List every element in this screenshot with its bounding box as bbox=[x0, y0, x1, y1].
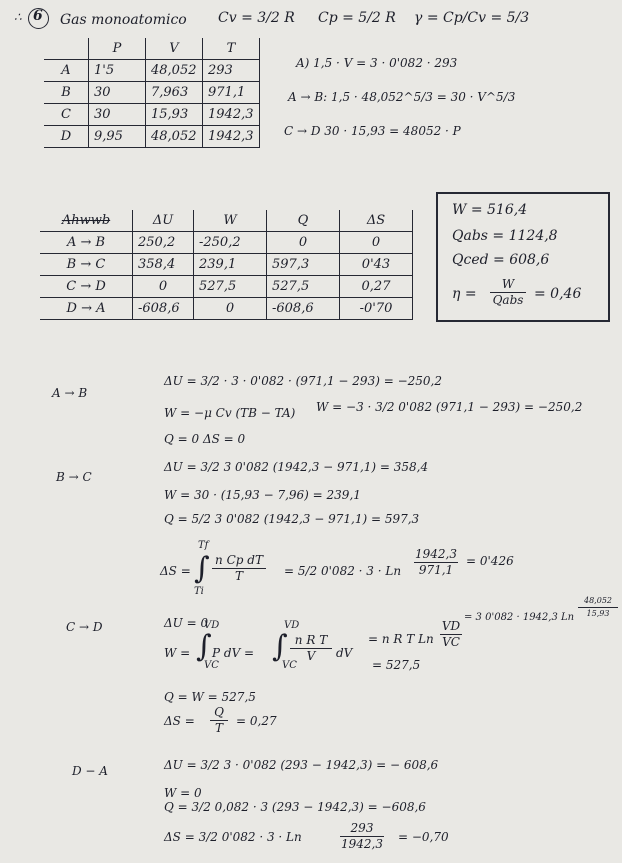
cp-formula: Cp = 5/2 R bbox=[318, 10, 396, 26]
bc-du: ΔU = 3/2 3 0'082 (1942,3 − 971,1) = 358,4 bbox=[164, 460, 429, 474]
summary-eta-result: = 0,46 bbox=[534, 286, 582, 302]
bc-ds-integrand bbox=[212, 554, 266, 583]
cd-ds-den: T bbox=[214, 721, 223, 735]
da-ds-result: = −0,70 bbox=[398, 830, 449, 844]
process-header-crossed: Ahwwb bbox=[40, 210, 133, 232]
state-v: 7,963 bbox=[146, 82, 203, 104]
summary-qabs: Qabs = 1124,8 bbox=[452, 228, 558, 244]
state-header-v: V bbox=[146, 38, 203, 60]
cd-ds-label: ΔS = bbox=[164, 714, 195, 728]
da-w: W = 0 bbox=[164, 786, 202, 800]
process-row-da bbox=[40, 298, 413, 320]
cd-du: ΔU = 0 bbox=[164, 616, 209, 630]
bc-integral-sign: ∫ bbox=[194, 551, 210, 586]
state-label: B bbox=[44, 82, 89, 104]
process-w: -250,2 bbox=[194, 232, 267, 254]
cd-w-num: n R T bbox=[294, 633, 328, 647]
process-ds: -0'70 bbox=[340, 298, 413, 320]
bc-ds-result: = 0'426 bbox=[466, 554, 514, 568]
da-ds-ln-fraction bbox=[340, 822, 384, 851]
state-p: 30 bbox=[89, 82, 146, 104]
bc-ds-label: ΔS = bbox=[160, 564, 191, 578]
side-calc-cd: C → D 30 · 15,93 = 48052 · P bbox=[284, 124, 461, 138]
process-header-q: Q bbox=[267, 210, 340, 232]
process-q: 0 bbox=[267, 232, 340, 254]
state-p: 1'5 bbox=[89, 60, 146, 82]
cd-integral2-sign: ∫ bbox=[272, 629, 288, 664]
process-w: 239,1 bbox=[194, 254, 267, 276]
da-du: ΔU = 3/2 3 · 0'082 (293 − 1942,3) = − 608,6 bbox=[164, 758, 439, 772]
bc-ds-den: T bbox=[234, 569, 243, 583]
cd-w-ln-num: VD bbox=[441, 619, 461, 633]
gamma-formula: γ = Cp/Cv = 5/3 bbox=[414, 10, 530, 26]
bc-ds-ln-fraction bbox=[414, 548, 458, 577]
state-label: A bbox=[44, 60, 89, 82]
ab-w-eval: W = −3 · 3/2 0'082 (971,1 − 293) = −250,2 bbox=[316, 400, 583, 414]
cd-w-dv: dV bbox=[336, 646, 353, 660]
bc-q: Q = 5/2 3 0'082 (1942,3 − 971,1) = 597,3 bbox=[164, 512, 420, 526]
process-header-ds: ΔS bbox=[340, 210, 413, 232]
state-v: 48,052 bbox=[146, 60, 203, 82]
state-row-d bbox=[44, 126, 260, 148]
summary-eta-num: W bbox=[501, 277, 515, 291]
da-ds-ln-num: 293 bbox=[350, 821, 374, 835]
process-label: D → A bbox=[40, 298, 133, 320]
process-ds: 0'43 bbox=[340, 254, 413, 276]
summary-box bbox=[436, 192, 610, 322]
process-row-cd bbox=[40, 276, 413, 298]
da-ds-eval: ΔS = 3/2 0'082 · 3 · Ln bbox=[164, 830, 302, 844]
state-t: 971,1 bbox=[203, 82, 260, 104]
process-q: 597,3 bbox=[267, 254, 340, 276]
process-row-ab bbox=[40, 232, 413, 254]
bc-label: B → C bbox=[56, 470, 92, 484]
process-row-bc bbox=[40, 254, 413, 276]
cd-q: Q = W = 527,5 bbox=[164, 690, 256, 704]
process-q: 527,5 bbox=[267, 276, 340, 298]
bc-ds-eval: = 5/2 0'082 · 3 · Ln bbox=[284, 564, 402, 578]
state-row-c bbox=[44, 104, 260, 126]
state-row-b bbox=[44, 82, 260, 104]
cd-w-eval: = 3 0'082 · 1942,3 Ln bbox=[464, 612, 575, 623]
cd-w-result: = 527,5 bbox=[372, 658, 421, 672]
cd-integral-upper: VD bbox=[204, 620, 220, 631]
cd-w-ln-fraction bbox=[440, 620, 462, 649]
cd-w-eval-num: 48,052 bbox=[584, 596, 612, 605]
cd-w-integrand bbox=[290, 634, 332, 663]
process-du: 0 bbox=[133, 276, 194, 298]
process-w: 527,5 bbox=[194, 276, 267, 298]
state-t: 1942,3 bbox=[203, 104, 260, 126]
cd-integral-sign: ∫ bbox=[196, 629, 212, 664]
ab-label: A → B bbox=[52, 386, 88, 400]
bc-ds-ln-den: 971,1 bbox=[418, 563, 454, 577]
ab-q-ds: Q = 0 ΔS = 0 bbox=[164, 432, 246, 446]
cd-integral2-lower: VC bbox=[282, 660, 297, 671]
state-label: D bbox=[44, 126, 89, 148]
process-header-w: W bbox=[194, 210, 267, 232]
state-p: 9,95 bbox=[89, 126, 146, 148]
state-p: 30 bbox=[89, 104, 146, 126]
summary-eta-label: η = bbox=[452, 286, 477, 302]
process-w: 0 bbox=[194, 298, 267, 320]
state-t: 293 bbox=[203, 60, 260, 82]
cd-w-nrt: = n R T Ln bbox=[368, 632, 434, 646]
state-t: 1942,3 bbox=[203, 126, 260, 148]
state-header-t: T bbox=[203, 38, 260, 60]
summary-eta-fraction bbox=[490, 278, 526, 307]
process-header-du: ΔU bbox=[133, 210, 194, 232]
bc-w: W = 30 · (15,93 − 7,96) = 239,1 bbox=[164, 488, 361, 502]
process-du: -608,6 bbox=[133, 298, 194, 320]
da-label: D − A bbox=[72, 764, 108, 778]
cd-ds-result: = 0,27 bbox=[236, 714, 277, 728]
cd-w-eval-fraction bbox=[578, 596, 618, 619]
cd-integral-lower: VC bbox=[204, 660, 219, 671]
cv-formula: Cv = 3/2 R bbox=[218, 10, 295, 26]
state-header-empty bbox=[44, 38, 89, 60]
da-ds-ln-den: 1942,3 bbox=[341, 837, 383, 851]
process-ds: 0 bbox=[340, 232, 413, 254]
side-calc-ab: A → B: 1,5 · 48,052^5/3 = 30 · V^5/3 bbox=[288, 90, 516, 104]
cd-ds-fraction bbox=[210, 706, 228, 735]
summary-qced: Qced = 608,6 bbox=[452, 252, 550, 268]
state-table bbox=[44, 38, 260, 148]
process-du: 358,4 bbox=[133, 254, 194, 276]
process-label: B → C bbox=[40, 254, 133, 276]
header-title: Gas monoatomico bbox=[60, 12, 187, 28]
cd-w-pdv: P dV = bbox=[212, 646, 255, 660]
bc-integral-lower: Ti bbox=[194, 586, 204, 597]
process-label: C → D bbox=[40, 276, 133, 298]
bc-ds-num: n Cp dT bbox=[215, 553, 263, 567]
side-calc-a: A) 1,5 · V = 3 · 0'082 · 293 bbox=[296, 56, 458, 70]
da-q: Q = 3/2 0,082 · 3 (293 − 1942,3) = −608,6 bbox=[164, 800, 426, 814]
state-label: C bbox=[44, 104, 89, 126]
bc-integral-upper: Tf bbox=[198, 540, 209, 551]
cd-w-label: W = bbox=[164, 646, 191, 660]
cd-w-eval-den: 15,93 bbox=[586, 609, 610, 618]
bullet-marker: ∴ bbox=[14, 10, 22, 24]
ab-w: W = −μ Cv (TB − TA) bbox=[164, 406, 296, 420]
bc-ds-ln-num: 1942,3 bbox=[415, 547, 457, 561]
cd-w-ln-den: VC bbox=[442, 635, 460, 649]
state-row-a bbox=[44, 60, 260, 82]
summary-w: W = 516,4 bbox=[452, 202, 528, 218]
cd-w-den: V bbox=[306, 649, 316, 663]
process-table bbox=[40, 210, 413, 320]
process-du: 250,2 bbox=[133, 232, 194, 254]
process-ds: 0,27 bbox=[340, 276, 413, 298]
summary-eta-den: Qabs bbox=[492, 293, 524, 307]
process-label: A → B bbox=[40, 232, 133, 254]
cd-label: C → D bbox=[66, 620, 103, 634]
ab-du: ΔU = 3/2 · 3 · 0'082 · (971,1 − 293) = −250,2 bbox=[164, 374, 442, 388]
process-q: -608,6 bbox=[267, 298, 340, 320]
state-header-p: P bbox=[89, 38, 146, 60]
state-v: 48,052 bbox=[146, 126, 203, 148]
problem-number: 6 bbox=[33, 8, 43, 24]
cd-ds-num: Q bbox=[214, 705, 224, 719]
cd-integral2-upper: VD bbox=[284, 620, 300, 631]
state-v: 15,93 bbox=[146, 104, 203, 126]
